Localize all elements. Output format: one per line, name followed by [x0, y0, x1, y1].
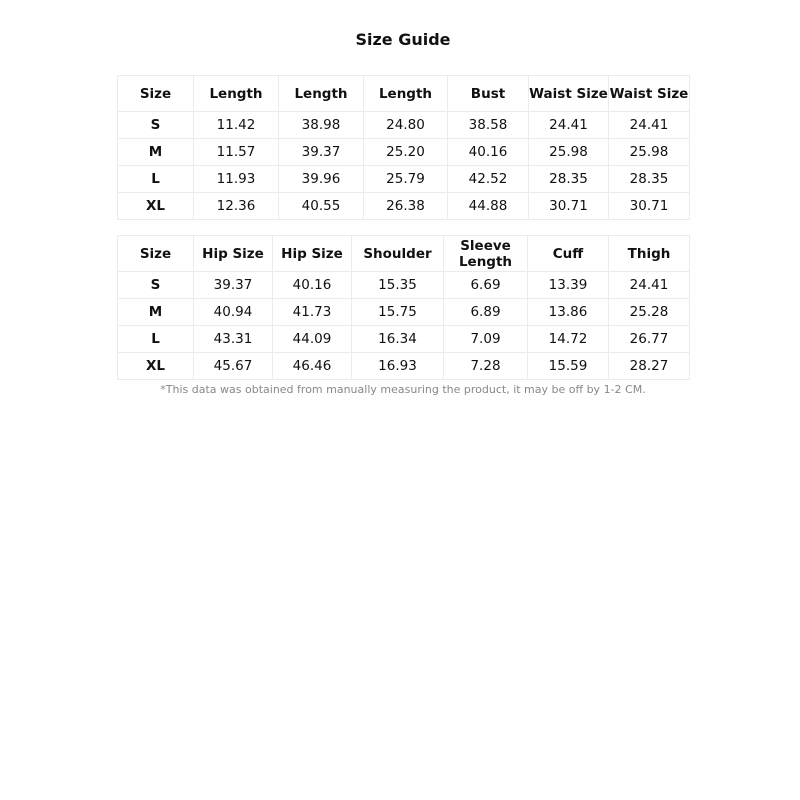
- table-row: [118, 139, 690, 166]
- table-cell: 25.98: [529, 139, 609, 166]
- size-label: XL: [118, 193, 194, 220]
- table-cell: 24.41: [609, 272, 690, 299]
- table-cell: 42.52: [448, 166, 529, 193]
- column-header-size: Size: [118, 76, 194, 112]
- column-header: Length: [279, 76, 364, 112]
- table-cell: 26.77: [609, 326, 690, 353]
- column-header: Thigh: [609, 236, 690, 272]
- column-header: Waist Size: [529, 76, 609, 112]
- size-table-top: [117, 75, 690, 220]
- table-cell: 11.57: [194, 139, 279, 166]
- table-cell: 43.31: [194, 326, 273, 353]
- table-cell: 24.41: [529, 112, 609, 139]
- table-cell: 12.36: [194, 193, 279, 220]
- table-cell: 30.71: [609, 193, 690, 220]
- table-cell: 30.71: [529, 193, 609, 220]
- column-header: Waist Size: [609, 76, 690, 112]
- table-cell: 41.73: [273, 299, 352, 326]
- table-row: [118, 193, 690, 220]
- table-row: [118, 353, 690, 380]
- table-cell: 46.46: [273, 353, 352, 380]
- table-cell: 14.72: [528, 326, 609, 353]
- table-cell: 11.93: [194, 166, 279, 193]
- table-cell: 13.86: [528, 299, 609, 326]
- table-cell: 15.59: [528, 353, 609, 380]
- table-cell: 38.98: [279, 112, 364, 139]
- table-cell: 11.42: [194, 112, 279, 139]
- table-cell: 25.20: [364, 139, 448, 166]
- table-cell: 16.34: [352, 326, 444, 353]
- table-cell: 28.35: [609, 166, 690, 193]
- table-cell: 40.16: [273, 272, 352, 299]
- table-header-row: [118, 76, 690, 112]
- column-header: Length: [194, 76, 279, 112]
- table-cell: 15.35: [352, 272, 444, 299]
- table-cell: 6.89: [444, 299, 528, 326]
- table-cell: 39.37: [279, 139, 364, 166]
- table-cell: 40.94: [194, 299, 273, 326]
- table-cell: 45.67: [194, 353, 273, 380]
- table-cell: 28.27: [609, 353, 690, 380]
- table-cell: 38.58: [448, 112, 529, 139]
- table-cell: 6.69: [444, 272, 528, 299]
- table-cell: 40.16: [448, 139, 529, 166]
- table-header-row: [118, 236, 690, 272]
- size-label: L: [118, 166, 194, 193]
- table-cell: 13.39: [528, 272, 609, 299]
- table-cell: 15.75: [352, 299, 444, 326]
- table-row: [118, 326, 690, 353]
- page-title: Size Guide: [355, 30, 451, 49]
- size-label: M: [118, 139, 194, 166]
- table-row: [118, 112, 690, 139]
- table-cell: 25.28: [609, 299, 690, 326]
- column-header: Hip Size: [194, 236, 273, 272]
- column-header-size: Size: [118, 236, 194, 272]
- table-cell: 16.93: [352, 353, 444, 380]
- column-header: Shoulder: [352, 236, 444, 272]
- table-row: [118, 299, 690, 326]
- table-cell: 40.55: [279, 193, 364, 220]
- column-header: Length: [364, 76, 448, 112]
- table-cell: 24.41: [609, 112, 690, 139]
- size-label: S: [118, 272, 194, 299]
- size-label: L: [118, 326, 194, 353]
- size-table-bottom: [117, 235, 690, 380]
- table-row: [118, 166, 690, 193]
- table-cell: 28.35: [529, 166, 609, 193]
- table-cell: 7.09: [444, 326, 528, 353]
- column-header: Sleeve Length: [444, 236, 528, 272]
- table-cell: 7.28: [444, 353, 528, 380]
- table-cell: 44.88: [448, 193, 529, 220]
- table-cell: 44.09: [273, 326, 352, 353]
- size-label: S: [118, 112, 194, 139]
- size-label: M: [118, 299, 194, 326]
- measurement-disclaimer: *This data was obtained from manually measuring the product, it may be off by 1-2 CM.: [160, 383, 646, 396]
- table-cell: 39.96: [279, 166, 364, 193]
- table-cell: 24.80: [364, 112, 448, 139]
- table-row: [118, 272, 690, 299]
- table-cell: 26.38: [364, 193, 448, 220]
- table-cell: 25.98: [609, 139, 690, 166]
- table-cell: 39.37: [194, 272, 273, 299]
- table-cell: 25.79: [364, 166, 448, 193]
- column-header: Bust: [448, 76, 529, 112]
- column-header: Cuff: [528, 236, 609, 272]
- size-label: XL: [118, 353, 194, 380]
- column-header: Hip Size: [273, 236, 352, 272]
